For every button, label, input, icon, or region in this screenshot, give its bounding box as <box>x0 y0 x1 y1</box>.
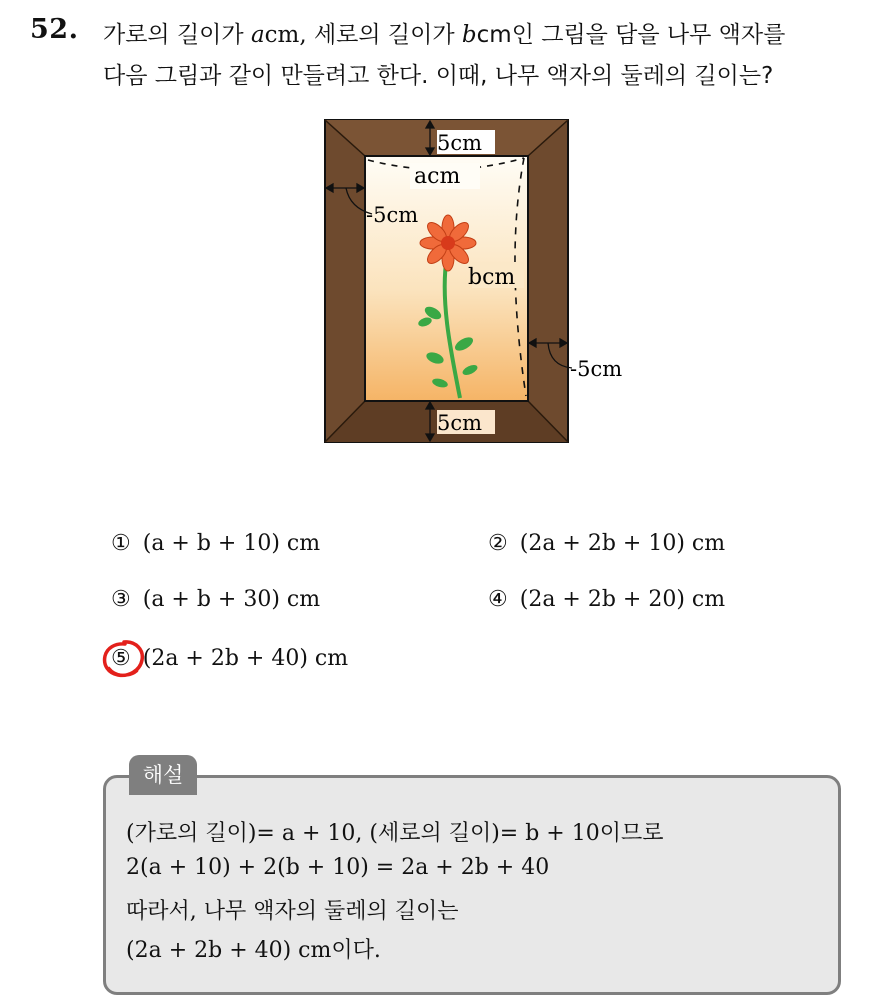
solution-tag: 해설 <box>129 755 197 795</box>
label-b-cm: bcm <box>468 265 516 290</box>
answer-circle-mark <box>101 638 147 680</box>
label-top-5cm: 5cm <box>437 131 483 155</box>
question-text-line-2: 다음 그림과 같이 만들려고 한다. 이때, 나무 액자의 둘레의 길이는? <box>103 63 774 89</box>
label-a-cm: acm <box>414 164 461 189</box>
question-number: 52. <box>30 14 79 45</box>
frame-figure <box>300 108 650 458</box>
choice-1[interactable]: ① (a + b + 10) cm <box>111 531 321 556</box>
choice-4[interactable]: ④ (2a + 2b + 20) cm <box>488 587 726 612</box>
solution-line-1: (가로의 길이)= a + 10, (세로의 길이)= b + 10이므로 <box>126 821 664 846</box>
label-bottom-5cm: 5cm <box>437 411 483 435</box>
solution-line-3: 따라서, 나무 액자의 둘레의 길이는 <box>126 899 459 924</box>
question-text-line-1: 가로의 길이가 acm, 세로의 길이가 bcm인 그림을 담을 나무 액자를 <box>103 22 786 48</box>
label-right-5cm: -5cm <box>570 357 623 381</box>
solution-line-4: (2a + 2b + 40) cm이다. <box>126 938 381 963</box>
solution-line-2: 2(a + 10) + 2(b + 10) = 2a + 2b + 40 <box>126 855 550 880</box>
choice-3[interactable]: ③ (a + b + 30) cm <box>111 587 321 612</box>
choice-2[interactable]: ② (2a + 2b + 10) cm <box>488 531 726 556</box>
label-left-5cm: -5cm <box>366 203 419 227</box>
choice-5[interactable]: ⑤ (2a + 2b + 40) cm <box>111 646 349 671</box>
